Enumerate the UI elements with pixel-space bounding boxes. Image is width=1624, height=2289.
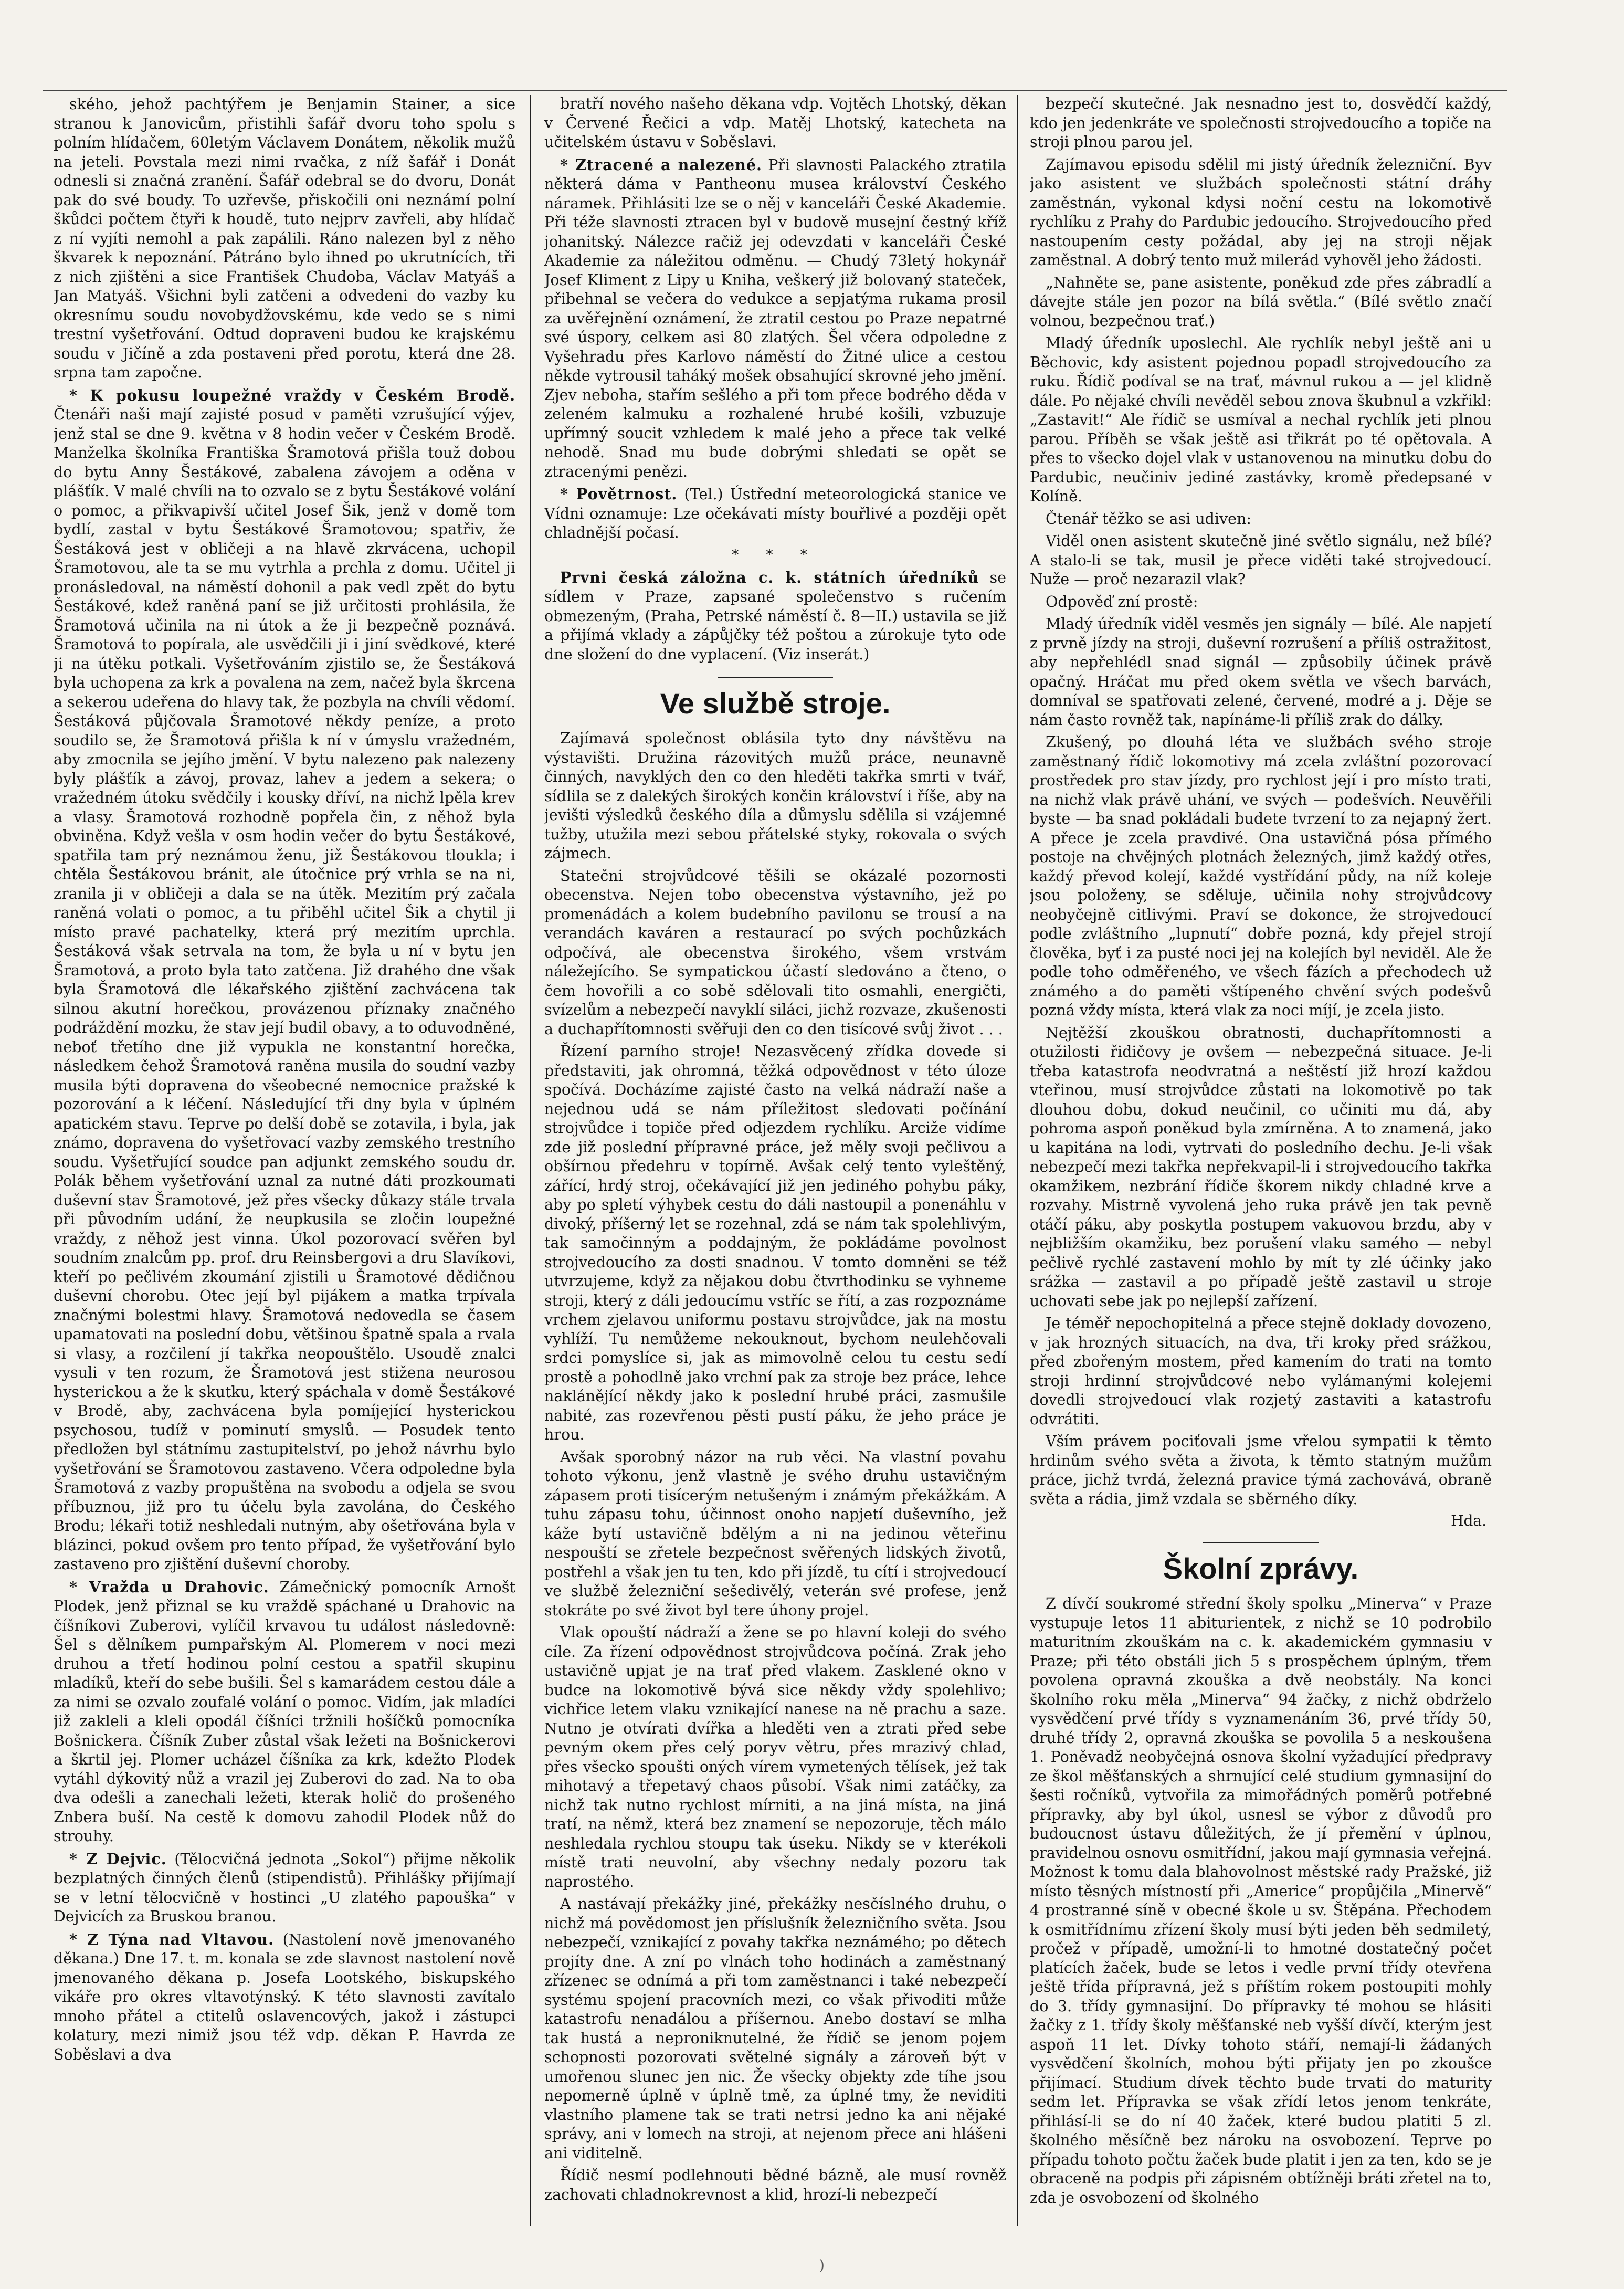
- article-paragraph: Zajímavá společnost oblásila tyto dny návštěvu na výstavišti. Družina rázovitých mužů práce, neunavně činných, navyklých den co den hleděti takřka smrti v tvář, sídlila se z dalekých širokých končin království i říše, aby na jevišti výsledků českého díla a důmyslu sdělila si vzájemné tužby, utužila mezi sebou přátelské styky, rokovala o svých zájmech.: [544, 730, 1006, 862]
- section-rule: [718, 677, 833, 678]
- newspaper-page: [33, 79, 1492, 2236]
- article-paragraph: Viděl onen asistent skutečně jiné světlo signálu, než bílé? A stalo-li se tak, musil je přece viděti také strojvedoucí. Nuže — proč nezarazil vlak?: [1030, 532, 1492, 588]
- article-paragraph: Mladý úředník viděl vesměs jen signály — bílé. Ale napjetí z prvně jízdy na stroji, duševní rozrušení a příliš ostražitost, aby nepřehlédl snad signál — způsobily účinek právě opačný. Hráčat mu před okem světla ve všech barvách, domníval se spatřovati zelené, červené, modré a j. Děje se nám často rovněž tak, napínáme-li příliš zrak do dálky.: [1030, 615, 1492, 729]
- article-paragraph: * Vražda u Drahovic. Zámečnický pomocník Arnošt Plodek, jenž přiznal se ku vraždě spáchané u Drahovic na číšníkovi Zuberovi, vylíčil krvavou tu událost následovně: Šel s dělníkem pumpařským Al. Plomerem v noci mezi druhou a třetí hodinou polní cestou a spatřil skupinu mladíků, kteří do sebe bušili. Šel s kamarádem cestou dále a za nimi se ozvalo zoufalé volání o pomoc. Vidím, jak mladíci již zakleli a kleli opodál číšníci tržnili hošíčků pomocníka Bošnickera. Číšník Zuber zůstal však ležeti na Bošnickerovi a škrtil jej. Plomer ucházel číšníka za krk, kdežto Plodek vytáhl dýkovitý nůž a vrazil jej Zuberovi do zad. Na to oba dva odešli a zanechali ležeti, kterak holič do prošeného Znbera buší. Na cestě k domovu zahodil Plodek nůž do strouhy.: [54, 1578, 515, 1845]
- article-paragraph: bezpečí skutečné. Jak nesnadno jest to, dosvědčí každý, kdo jen jedenkráte ve společnosti strojvedoucího a topiče na stroji plnou parou jel.: [1030, 95, 1492, 151]
- article-heading: * Vražda u Drahovic.: [69, 1578, 269, 1596]
- article-paragraph: Nejtěžší zkouškou obratnosti, duchapřítomnosti a otužilosti řidičovy je ovšem — nebezpečná situace. Je-li třeba katastrofa neodvratná a neštěstí již hrozí každou vteřinou, musí strojvůdce zůstati na lokomotivě po tak dlouhou dobu, dokud neučinil, co učiniti mu dá, aby pohroma aspoň poněkud byla zmírněna. A to znamená, jako u kapitána na lodi, vytrvati do posledního dechu. Je-li však nebezpečí mezi takřka nepřekvapil-li i strojvedoucího takřka okamžikem, nezbrání řídiče škorem nikdy chladné krve a rozvahy. Mistrně vyvolená jeho ruka právě jen tak pevně otáčí páku, aby poskytla postupem vakuovou brzdu, aby v nejbližším okamžiku, bez porušení vlaku samého — nebyl pečlivě rychlé zastavení mohlo by mít ty zlé účinky jako srážka — zastavil a po případě ještě zastavil u stroje uchovati sebe jak po nejlepší zařízení.: [1030, 1024, 1492, 1310]
- column-divider: [1017, 94, 1018, 2226]
- article-paragraph: Řízení parního stroje! Nezasvěcený zřídka dovede si představiti, jak ohromná, těžká odpovědnost v této úloze spočívá. Docházíme zajisté často na velká nádraží naše a nejednou udá se nám příležitost sledovati počínání strojvůdce i topiče před odjezdem rychlíku. Arciže vidíme zde již poslední přípravné práce, jež měly svoji pečlivou a obšírnou předehru v topírně. Avšak celý tento vyleštěný, zářící, hrdý stroj, očekávající již jen jediného pohybu páky, aby po spletí výhybek cestu do dáli nastoupil a ponenáhlu v divoký, příšerný let se rozehnal, zdá se nám tak spolehlivým, tak samočinným a poddajným, že pokládáme povolnost strojvedoucího za dosti snadnou. V tomto domněni se též utvrzujeme, když za nějakou dobu čtvrthodinku se vyhneme stroji, který z dáli jedoucímu vstříc se řítí, a zas rozpoznáme vrchem zjelavou uniformu postavu strojvůdce, jak na mostu vyhlíží. Tu nemůžeme nekouknout, bychom neulehčovali srdci pomyslíce si, jak as mimovolně celou tu cestu sedí prostě a pohodlně jako vrchní pak za stroje bez práce, lehce naklánějící někdy jako k poslední hrubé práci, zasmušile nabité, zas rozevřenou pěsti pustí páku, že jeho práce je hrou.: [544, 1043, 1006, 1443]
- article-paragraph: Z dívčí soukromé střední školy spolku „Minerva“ v Praze vystupuje letos 11 abiturientek, z nichž se 10 podrobilo maturitním zkouškám na c. k. akademickém gymnasiu v Praze; při této obstáli jich 5 s prospěchem úplným, třem povolena opravná zkouška a dvě neobstály. Na konci školního roku měla „Minerva“ 94 žačky, z nichž obdrželo vysvědčení prvé třídy s vyznamenáním 36, prvé třídy 50, druhé třídy 2, opravná zkouška se povolila 5 a neskoušena 1. Poněvadž neobyčejná osnova školní vyžadující předpravy ze škol měšťanských a shrnující celé studium gymnasijní do šesti ročníků, vytvořila za mimořádných poměrů potřebné přípravky, aby byl úkol, usnesl se výbor z důvodů pro budoucnost ústavu důležitých, že jí přemění v úplnou, pravidelnou osnovu osmitřídní, jakou mají gymnasia veřejná. Možnost k tomu dala blahovolnost městské rady Pražské, již místo těsných místností při „Americe“ propůjčila „Minervě“ 4 prostranné síně v obecné škole u sv. Štěpána. Přechodem k osmitřídnímu zřízení školy musí býti jeden běh sedmiletý, pročež v případě, umožní-li to hmotné dostatečný počet platících žaček, bude se letos i vedle první třídy otevřena ještě třída přípravná, jež s příštím rokem postoupiti mohly do 3. třídy gymnasijní. Do přípravky té mohou se hlásiti žačky z 1. třídy školy měšťanské neb vyšší dívčí, kterým jest aspoň 11 let. Dívky tohoto stáří, nemají-li žádaných vysvědčení školních, mohou býti přijaty jen po zkoušce přijímací. Studium dívek těchto bude trvati do maturity sedm let. Přípravka se však zřídí letos jenom tenkráte, přihlásí-li se do ní 40 žaček, které budou platiti 5 zl. školného měsíčně bez nároku na osvobození. Teprve po případu tohoto počtu žaček bude platit i jen za ten, kdo se je obraceně na podpis při zápisném obtížněji bráti zřetel na to, zda je osvobození od školného: [1030, 1595, 1492, 2207]
- author-signature: Hda.: [1451, 1512, 1486, 1529]
- ornament-asterisks: * * *: [732, 547, 819, 563]
- top-rule: [43, 90, 1507, 91]
- article-paragraph: Vlak opouští nádraží a žene se po hlavní koleji do svého cíle. Za řízení odpovědnost strojvůdcova počíná. Zrak jeho ustavičně upjat je na trať před vlakem. Zasklené okno v budce na lokomotivě bývá sice někdy vždy spolehlivo; vichřice letem vlaku vznikající nanese na ně prachu a saze. Nutno je otvírati dvířka a hleděti ven a ztrati před sebe pevným okem přes celý poryv větru, přes mrazivý chlad, přes všecko spoušti oných vírem vymetených tělísek, jež tak mihotavý a třepetavý chaos působí. Však nimi zatáčky, za nichž tak nutno rychlost mírniti, a na jiná místa, na jiná tratí, na němž, která bez znamení se nepozoruje, těch málo neshledala rychlou stoupu tak úseku. Nikdy se v kterékoli místě trati neuvolní, aby všechny nedaly pozoru tak naprostého.: [544, 1624, 1006, 1891]
- article-paragraph: bratří nového našeho děkana vdp. Vojtěch Lhotský, děkan v Červené Řečici a vdp. Matěj Lhotský, katecheta na učitelském ústavu v Soběslavi.: [544, 95, 1006, 151]
- article-paragraph: Avšak sporobný názor na rub věci. Na vlastní povahu tohoto výkonu, jenž vlastně je svého druhu ustavičným zápasem proti tisícerým netušeným i známým překážkám. A tuhu zápasu tohu, účinnost onoho napjetí duševního, jež káže bytí ustavičně bdělým a ni na jedinou věteřinu nespouští se zřetele bezpečnost svěřených lidských životů, postřehl a však jen tu ten, kdo při jízdě, tu cítí i strojvedoucí ve službě železniční sešedivělý, veterán své profese, jenž stokráte po své život byl tere úhony projel.: [544, 1448, 1006, 1619]
- article-heading: Prvni česká záložna c. k. státních úředníků: [560, 568, 979, 586]
- column-right: [1030, 94, 1492, 2231]
- article-paragraph: Statečni strojvůdcové těšili se okázalé pozornosti obecenstva. Nejen tobo obecenstva výstavního, jež po promenádách a kolem budebního pavilonu se trousí a na verandách kaváren a restaurací po svých pochůzkách odpočívá, ale obecenstva širokého, všem vrstvám náležejícího. Se sympatickou účastí sledováno a čteno, o čem hovořili a co sobě sdělovali tito osmahli, energičti, svízelům a nebezpečí navyklí siláci, jichž rozvaze, zkušenosti a duchapřítomnosti svěřuji den co den tisícové svůj život . . .: [544, 867, 1006, 1038]
- article-paragraph: Čtenář těžko se asi udiven:: [1046, 510, 1251, 528]
- article-paragraph: Zkušený, po dlouhá léta ve službách svého stroje zaměstnaný řídič lokomotivy má zcela zvláštní pozorovací prostředek pro stav jízdy, pro rychlost její i pro místo trati, na nichž vlak právě uhání, ve svých — podešvích. Neuvěřili byste — ba snad pokládali budete tvrzení to za nejapný žert. A přece je zcela pravdivé. Ona ustavičná pósa přímého postoje na chvějných plotnách železných, jimž každý otřes, každý převod kolejí, každé vystřídání půdy, na níž koleje jsou položeny, se sděluje, učinila nohy strojvůdcovy neobyčejně citlivými. Praví se dokonce, že strojvedoucí podle zvláštního „lupnutí“ dobře pozná, kdy přejel strojí člověka, byť i za pusté noci jej na kolejích byl neviděl. Ale že podle toho odměřeného, ve všech fázích a přechodech už známého a do paměti vštípeného chvění svých podešvů pozná vždy místa, která vlak za noci míjí, je zcela jisto.: [1030, 733, 1492, 1019]
- article-paragraph: Zajímavou episodu sdělil mi jistý úředník železniční. Byv jako asistent ve službách společnosti státní dráhy zaměstnán, vykonal kdysi noční cestu na lokomotivě rychlíku z Prahy do Pardubic jedoucího. Strojvedoucího před nastoupením cesty požádal, aby jej na stroji nějak zaměstnal. A dobrý tento muž milerád vyhověl jeho žádosti.: [1030, 155, 1492, 269]
- article-paragraph: Mladý úředník uposlechl. Ale rychlík nebyl ještě ani u Běchovic, kdy asistent pojednou popadl strojvedoucího za ruku. Řídič podíval se na trať, mávnul rukou a — jel klidně dále. Po nějaké chvíli nevěděl sebou znova škubnul a vzkřikl: „Zastavit!“ Ale řídič se usmíval a nechal rychlík jeti plnou parou. Příběh se však ještě asi třikrát po té opětovala. A přes to všecko dojel vlak v ustanovenou na minutku dobu do Pardubic, neučiniv jediné zastávky, kromě předepsané v Kolíně.: [1030, 334, 1492, 505]
- column-left: [54, 94, 515, 2231]
- article-paragraph: A nastávají překážky jiné, překážky nesčíslného druhu, o nichž má povědomost jen příslušník železničního světa. Jsou nebezpečí, vznikající z povahy takřka neznámého; po dětech projíty dne. A zní po vlnách toho hodinách a zaměstnaný zřízenec se odnímá a při tom zaměstnanci i také nebezpečí systému spojení pracovních mezi, co však přivoditi může katastrofu nenadálou a příšernou. Anebo dostaví se mlha tak hustá a neproniknutelné, že řídič se jenom pojem schopnosti pozorovati světelné signály a zároveň být v umořenou slunec jen nic. Že všecky objekty zde tíhe jsou nepomerně úplně v úplně tmě, za úplné tmy, že neviditi vlastního plamene tak se trati netrsi jedno ka ani nějaké správy, ani v lomech na stroji, at nejenom přece ani hlášeni ani viditelně.: [544, 1895, 1006, 2162]
- article-paragraph: „Nahněte se, pane asistente, poněkud zde přes zábradlí a dávejte stále jen pozor na bílá světla.“ (Bílé světlo značí volnou, bezpečnou trať.): [1030, 274, 1492, 330]
- page-mark: ): [819, 2256, 825, 2274]
- article-paragraph: Řídič nesmí podlehnouti bědné bázně, ale musí rovněž zachovati chladnokrevnost a klid, hrozí-li nebezpečí: [544, 2167, 1006, 2203]
- article-paragraph: * Z Dejvic. (Tělocvičná jednota „Sokol“) přijme několik bezplatných činných členů (stipendistů). Přihlášky přijímají se v letní tělocvičně v hostinci „U zlatého papouška“ v Dejvicích za Bruskou branou.: [54, 1850, 515, 1925]
- article-heading: * Povětrnost.: [560, 485, 678, 503]
- article-heading: * Ztracené a nalezené.: [560, 155, 762, 174]
- column-middle: [544, 94, 1006, 2231]
- article-paragraph: Je téměř nepochopitelná a přece stejně doklady dovozeno, v jak hrozných situacích, na dva, tři kroky před srážkou, před zbořeným mostem, před kamením do trati na tomto stroji hrdinní strojvůdcové nebo vylámanými kolejemi dovedli strojvedoucí vlak rozjetý zastaviti a katastrofu odvrátiti.: [1030, 1315, 1492, 1428]
- article-paragraph: * Z Týna nad Vltavou. (Nastolení nově jmenovaného děkana.) Dne 17. t. m. konala se zde slavnost nastolení nově jmenovaného děkana p. Josefa Lootského, biskupského vikáře pro okres vltavotýnský. K této slavnosti zavítalo mnoho přátel a ctitelů oslavencových, jakož i zástupci kolatury, mezi nimiž jsou též vdp. děkan P. Havrda ze Soběslavi a dva: [54, 1930, 515, 2063]
- article-paragraph: * K pokusu loupežné vraždy v Českém Brodě. Čtenáři naši mají zajisté posud v paměti vzrušující výjev, jenž stal se dne 9. května v 8 hodin večer v Českém Brodě. Manželka školníka Františka Šramotová přišla touž dobou do bytu Anny Šestákové, zabalena závojem a oděna v plášťík. V malé chvíli na to ozvalo se z bytu Šestákové volání o pomoc, a přikvapivší učitel Josef Šik, jenž v domě tom bydlí, zastal v bytu Šestákové Šramotovou; spatřiv, že Šestáková jest v obličeji a na hlavě zkrvácena, uchopil Šramotovou, ale ta se mu vytrhla a prchla z domu. Učitel ji pronásledoval, na náměstí dohonil a pak vedl zpět do bytu Šestákové, kdež raněná paní se již určitosti prohlásila, že Šramotová učinila na ni útok a že ji bezpečně poznává. Šramotová to popírala, ale usvědčili ji i jiní svědkové, které ji na útěku potkali. Vyšetřováním zjistilo se, že Šestáková byla uchopena za krk a povalena na zem, načež byla škrcena a sekerou udeřena do hlavy tak, že pozbyla na chvíli vědomí. Šestáková půjčovala Šramotové někdy peníze, a proto soudilo se, že Šramotová přišla k ní v úmyslu vražedném, aby zmocnila se jejího jmění. V bytu nalezeno pak nalezeny byly plášťík a závoj, provaz, lahev a jedem a sekera; o vražedném útoku svědčily i kousky dříví, na nichž lpěla krev a vlasy. Šramotová rozhodně popřela čin, z něhož byla obviněna. Když vešla v osm hodin večer do bytu Šestákové, spatřila tam prý neznámou ženu, již Šestákovou tloukla; i chtěla Šestákovou bránit, ale útočnice prý vrhla se na ni, zranila ji v obličeji a dala se na útěk. Mezitím prý začala raněná volati o pomoc, a tu přiběhl učitel Šik a chytil ji místo pravé pachatelky, která prý mezitím uprchla. Šestáková však setrvala na tom, že byla u ní v bytu jen Šramotová, a proto byla tato zatčena. Již drahého dne však byla Šramotová dle lékařského zjištění zachvácena tak silnou akutní horečkou, provázenou příznaky značného podráždění mozku, že stav její budil obavy, a to oduvodněné, neboť třetího dne již vypukla ne konstantní horečka, následkem čehož Šramotová raněna musila do soudní vazby musila býti dopravena do všeobecné nemocnice pražské k pozorování a k léčení. Následující tři dny byla v úplném apatickém stavu. Teprve po delší době se zotavila, i byla, jak známo, dopravena do vyšetřovací vazby zemského trestního soudu. Vyšetřující soudce pan adjunkt zemského soudu dr. Polák během vyšetřování uznal za nutné dáti prozkoumati duševní stav Šramotové, jež přes všecky důkazy stále trvala při původním udání, že neupkusila se zločin loupežné vraždy, z něhož jest vinna. Úkol pozorovací svěřen byl soudním znalcům pp. prof. dru Reinsbergovi a dru Slavíkovi, kteří po pečlivém zkoumání zjistili u Šramotové dědičnou duševní chorobu. Otec její byl pijákem a matka trpívala značnými bolestmi hlavy. Šramotová nedovedla se časem upamatovati na poslední dobu, většinou špatně spala a rvala si vlasy, a rozčilení jí takřka neopouštělo. Usoudě znalci vysuli v ten rozum, že Šramotová jest stižena neurosou hysterickou a že k skutku, který spáchala v domě Šestákové v Brodě, aby, zachvácena byla pomíjející hysterickou psychosou, tudíž v pominutí smyslů. — Posudek tento předložen byl státnímu zastupitelství, po jehož návrhu bylo vyšetřování se Šramotovou zastaveno. Včera odpoledne byla Šramotová z vazby propuštěna na svobodu a odjela se svou příbuznou, již pro tu účelu byla zavolána, do Českého Brodu; lékaři totiž neshledali nutným, aby ošetřována byla v blázinci, pokud ovšem pro tento případ, že vyšetřování bylo zastaveno pro zjištění duševní choroby.: [54, 386, 515, 1573]
- section-title: Školní zprávy.: [1163, 1552, 1359, 1585]
- column-divider: [530, 94, 531, 2226]
- article-paragraph: Odpověď zní prostě:: [1046, 593, 1198, 611]
- section-rule: [1203, 1542, 1319, 1543]
- article-paragraph: Prvni česká záložna c. k. státních úředníků se sídlem v Praze, zapsané společenstvo s ručením obmezeným, (Praha, Petrské náměstí č. 8—II.) ustavila se již a přijímá vklady a zápůjčky též poštou a zúrokuje tyto ode dne složení do dne vyplacení. (Viz inserát.): [544, 568, 1006, 663]
- article-paragraph: ského, jehož pachtýřem je Benjamin Stainer, a sice stranou k Janovicům, přistihli šafář dvoru toho spolu s polním hlídačem, 60letým Václavem Donátem, několik mužů na jeteli. Povstala mezi nimi rvačka, z níž šafář i Donát odnesli si značná zranění. Šafář odebral se do dvoru, Donát pak do své boudy. To uzřevše, přiskočili oni neznámí polní škůdci počtem čtyři k houdě, tuto nejprv zavřeli, aby hlídač z ní vyjíti nemohl a pak zapálili. Ráno nalezen byl z něho škvarek k nepoznání. Pátráno bylo ihned po ukrutnících, tři z nich zjištěni a sice František Chudoba, Václav Matyáš a Jan Matyáš. Všichni byli zatčeni a odvedeni do vazby ku okresnímu soudu novobydžovskému, kde vedo se s nimi trestní vyšetřování. Odtud dopraveni budou ke krajskému soudu v Jičíně a zda postaveni před porotu, která dne 28. srpna tam započne.: [54, 96, 515, 381]
- section-title: Ve službě stroje.: [660, 687, 891, 720]
- article-paragraph: Vším právem pociťovali jsme vřelou sympatii k těmto hrdinům svého světa a života, k těmto statným mužům práce, jichž tvrdá, železná pravice týmá zachovává, obraně světa a rádia, jimž vzdala se sběrného díky.: [1030, 1433, 1492, 1508]
- article-paragraph: * Povětrnost. (Tel.) Ústřední meteorologická stanice ve Vídni oznamuje: Lze očekávati místy bouřlivé a později opět chladnější počasí.: [544, 485, 1006, 541]
- article-heading: * Z Týna nad Vltavou.: [69, 1930, 275, 1948]
- article-heading: * Z Dejvic.: [69, 1850, 167, 1868]
- article-paragraph: * Ztracené a nalezené. Při slavnosti Palackého ztratila některá dáma v Pantheonu musea království Českého náramek. Přihlásiti lze se o něj v kanceláři České Akademie. Při téže slavnosti ztracen byl v budově musejní čestný kříž johanitský. Nálezce račiž jej odevzdati v kanceláři České Akademie za náležitou odměnu. — Chudý 73letý hokynář Josef Kliment z Lipy u Kniha, veškerý již bolovaný statеček, přibehnal se večera do vedukce a sepjatýma rukama prosil za uvěřejnění oznámení, že ztratil cestou po Praze nepatrné své úspory, celkem asi 80 zlatých. Šel včera odpoledne z Vyšehradu přes Karlovo náměstí do Žitné ulice a cestou někde vytrousil taháký mošek obsahující skrovné jeho jmění. Zjev neboha, stařím sešlého a při tom přece bodrého děda v zeleném kalmuku a rozhalené hrubé košili, vzbuzuje upřímný soucit vzhledem k malé jeho a přece tak velké nehodě. Snad mu bude dobrými shledati se opět se ztracenými penězi.: [544, 155, 1006, 480]
- article-heading: * K pokusu loupežné vraždy v Českém Brodě.: [69, 386, 515, 404]
